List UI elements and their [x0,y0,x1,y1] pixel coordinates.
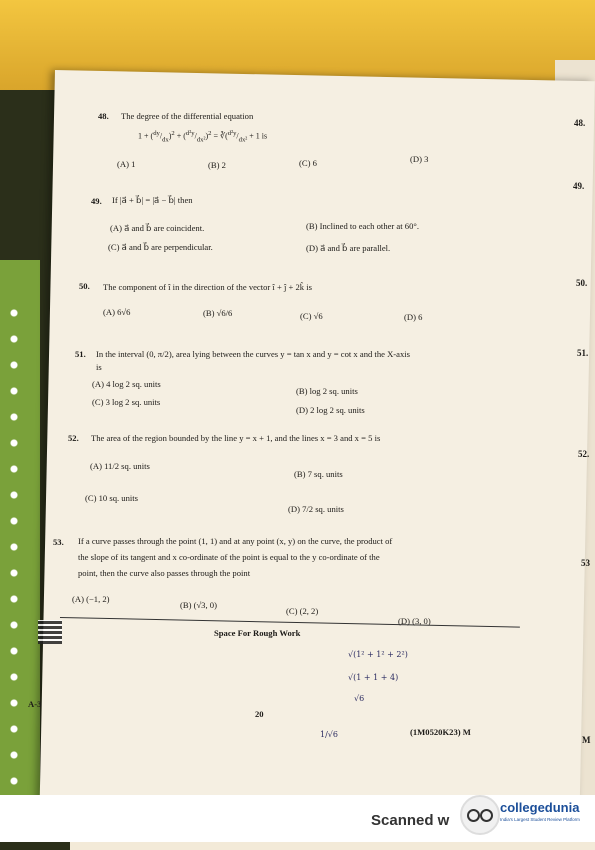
margin-number: 52. [578,449,590,459]
q48-equation: $1 + (^{dy}/_{dx})^2 + (^{d^2y}/_{dx^2})^2$ = $∛(^{d^2y}/_{dx^2} + 1$ is [138,130,268,144]
footer-booklet-code: A-3 [28,699,42,709]
exam-page [40,70,595,821]
q52-option-b[interactable]: (B) 7 sq. units [294,469,343,479]
q53-option-c[interactable]: (C) (2, 2) [286,606,319,616]
q50-option-c[interactable]: (C) √6 [300,311,323,321]
margin-number: 53 [581,558,590,568]
q48-option-b[interactable]: (B) 2 [208,160,226,170]
q52-number: 52. [68,433,79,443]
q53-number: 53. [53,537,64,547]
footer-page-number: 20 [255,709,264,719]
q51-option-a[interactable]: (A) 4 log 2 sq. units [92,379,161,389]
q53-option-d[interactable]: (D) (3, 0) [398,616,431,626]
q51-text: In the interval (0, π/2), area lying between the curves y = tan x and y = cot x and the X-axis [96,349,410,359]
brand-name: collegedunia [500,800,580,815]
collegedunia-logo-icon [460,795,500,835]
margin-number: 51. [577,348,589,358]
q49-option-d[interactable]: (D) a⃗ and b⃗ are parallel. [306,243,391,253]
qr-code [38,620,62,644]
q50-number: 50. [79,281,90,291]
margin-number: 50. [576,278,588,288]
q48-option-d[interactable]: (D) 3 [410,154,429,164]
q51-option-c[interactable]: (C) 3 log 2 sq. units [92,397,161,407]
q49-option-b[interactable]: (B) Inclined to each other at 60°. [306,221,419,231]
q51-text-continued: is [96,362,102,372]
q52-option-d[interactable]: (D) 7/2 sq. units [288,504,344,514]
q53-option-b[interactable]: (B) (√3, 0) [180,600,217,610]
q52-option-a[interactable]: (A) 11/2 sq. units [90,461,150,471]
q51-option-d[interactable]: (D) 2 log 2 sq. units [296,405,365,415]
handwriting-line2: √(1 + 1 + 4) [348,673,399,682]
q53-line3: point, then the curve also passes through the point [78,568,251,578]
q48-equation-tail: + 1 is [249,131,268,141]
q53-line1: If a curve passes through the point (1, 1) and at any point (x, y) on the curve, the product of [78,536,393,546]
brand-tagline: India's Largest Student Review Platform [500,817,580,822]
footer-paper-code: (1M0520K23) M [410,727,471,737]
q48-option-c[interactable]: (C) 6 [299,158,317,168]
q49-text: If |a⃗ + b⃗| = |a⃗ − b⃗| then [112,195,193,205]
rough-work-heading: Space For Rough Work [214,628,301,638]
handwriting-line3: √6 [354,694,365,703]
q51-option-b[interactable]: (B) log 2 sq. units [296,386,358,396]
q50-text: The component of î in the direction of the vector î + ĵ + 2k̂ is [103,282,312,292]
q49-option-a[interactable]: (A) a⃗ and b⃗ are coincident. [110,223,205,233]
scanned-with-label: Scanned w [371,812,450,829]
q49-number: 49. [91,196,102,206]
q52-text: The area of the region bounded by the line y = x + 1, and the lines x = 3 and x = 5 is [91,433,381,443]
q48-number: 48. [98,111,109,121]
q53-option-a[interactable]: (A) (−1, 2) [72,594,110,604]
logo-eye-icon [480,809,493,822]
margin-number: 49. [573,181,585,191]
q50-option-d[interactable]: (D) 6 [404,312,423,322]
q49-option-c[interactable]: (C) a⃗ and b⃗ are perpendicular. [108,242,213,252]
margin-number: 48. [574,118,586,128]
q50-option-b[interactable]: (B) √6/6 [203,308,233,318]
background-polka-dots [4,300,24,800]
q48-text: The degree of the differential equation [121,111,254,121]
q50-option-a[interactable]: (A) 6√6 [103,307,131,317]
logo-eye-icon [467,809,480,822]
handwriting-line1: √(1² + 1² + 2²) [348,650,408,659]
q53-line2: the slope of its tangent and x co-ordinate of the point is equal to the y co-ordinate of the [78,552,380,562]
q51-number: 51. [75,349,86,359]
q48-option-a[interactable]: (A) 1 [117,159,136,169]
q52-option-c[interactable]: (C) 10 sq. units [85,493,138,503]
handwriting-line4: 1/√6 [320,730,338,739]
margin-number: M [582,735,591,745]
